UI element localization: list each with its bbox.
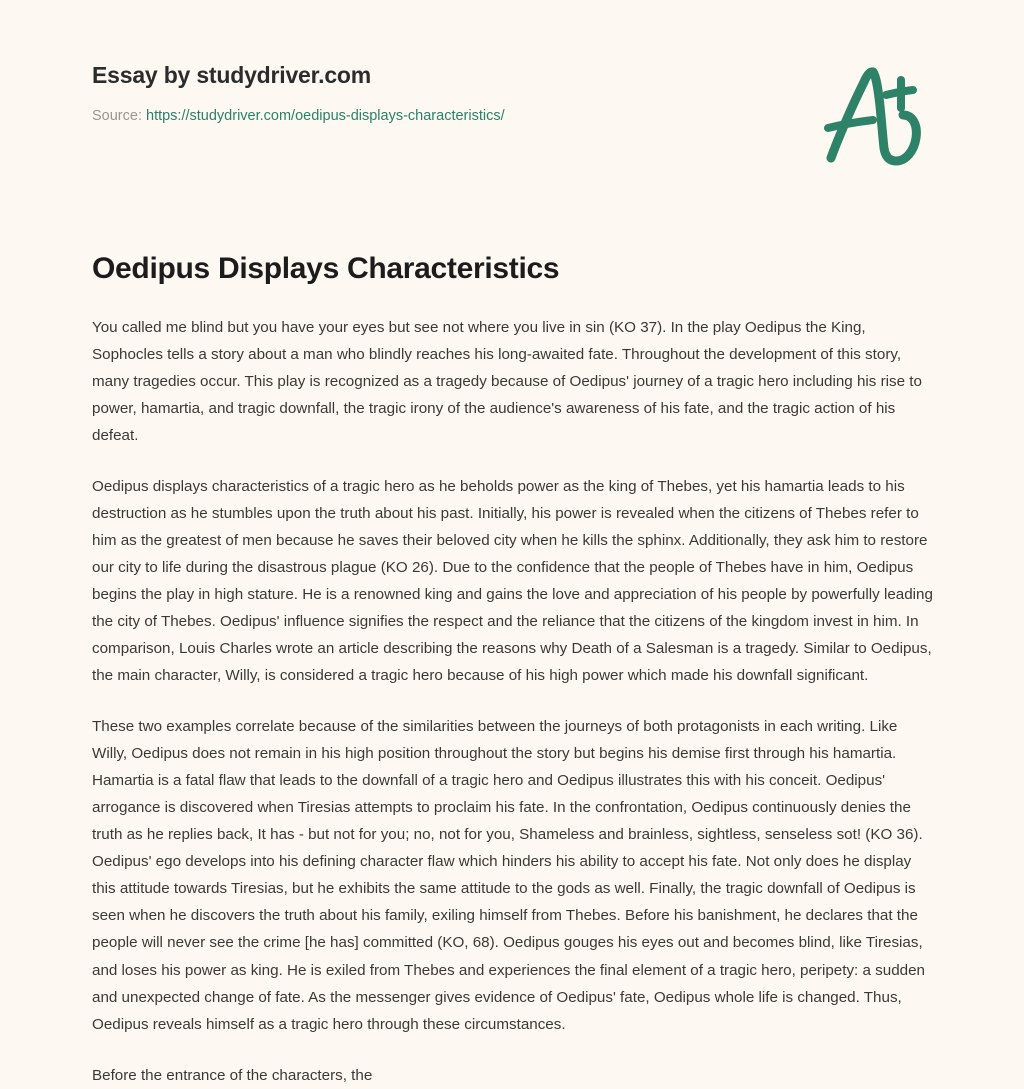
page-title: Oedipus Displays Characteristics [92, 252, 560, 285]
article-paragraph: Before the entrance of the characters, the [92, 1066, 373, 1084]
page-header [0, 0, 1024, 200]
a-plus-logo [806, 58, 936, 173]
header-text-block [92, 62, 732, 125]
article [92, 250, 934, 1089]
article-body [92, 314, 934, 1089]
article-paragraph: Oedipus displays characteristics of a tragic hero as he beholds power as the king of Thebes, yet his hamartia leads to his destruction as he stumbles upon the truth about his past. Initially, his power is revealed when the citizens of Thebes refer to him as the greatest of men because he saves their beloved city when he kills the sphinx. Additionally, they ask him to restore our city to life during the disastrous plague (KO 26). Due to the confidence that the people of Thebes have in him, Oedipus begins the play in high stature. He is a renowned king and gains the love and appreciation of his people by powerfully leading the city of Thebes. Oedipus' influence signifies the respect and the reliance that the citizens of the kingdom invest in him. In comparison, Louis Charles wrote an article describing the reasons why Death of a Salesman is a tragedy. Similar to Oedipus, the main character, Willy, is considered a tragic hero because of his high power which made his downfall significant. [92, 477, 933, 685]
article-paragraph: These two examples correlate because of the similarities between the journeys of both protagonists in each writing. Like Willy, Oedipus does not remain in his high position throughout the story but begins his demise first through his hamartia. Hamartia is a fatal flaw that leads to the downfall of a tragic hero and Oedipus illustrates this with his conceit. Oedipus' arrogance is discovered when Tiresias attempts to proclaim his fate. In the confrontation, Oedipus continuously denies the truth as he replies back, It has - but not for you; no, not for you, Shameless and brainless, sightless, senseless sot! (KO 36). Oedipus' ego develops into his defining character flaw which hinders his ability to accept his fate. Not only does he display this attitude towards Tiresias, but he exhibits the same attitude to the gods as well. Finally, the tragic downfall of Oedipus is seen when he discovers the truth about his family, exiling himself from Thebes. Before his banishment, he declares that the people will never see the crime [he has] committed (KO, 68). Oedipus gouges his eyes out and becomes blind, like Tiresias, and loses his power as king. He is exiled from Thebes and experiences the final element of a tragic hero, peripety: a sudden and unexpected change of fate. As the messenger gives evidence of Oedipus' fate, Oedipus whole life is changed. Thus, Oedipus reveals himself as a tragic hero through these circumstances. [92, 718, 925, 1033]
a-plus-logo-icon [806, 58, 936, 173]
source-url-link[interactable]: https://studydriver.com/oedipus-displays-characteristics/ [146, 107, 505, 124]
essay-byline: Essay by studydriver.com [92, 62, 372, 88]
source-label: Source: [92, 107, 146, 124]
article-paragraph: You called me blind but you have your eyes but see not where you live in sin (KO 37). In the play Oedipus the King, Sophocles tells a story about a man who blindly reaches his long-awaited fate. Throughout the development of this story, many tragedies occur. This play is recognized as a tragedy because of Oedipus' journey of a tragic hero including his rise to power, hamartia, and tragic downfall, the tragic irony of the audience's awareness of his fate, and the tragic action of his defeat. [92, 318, 922, 444]
source-line [92, 107, 732, 126]
